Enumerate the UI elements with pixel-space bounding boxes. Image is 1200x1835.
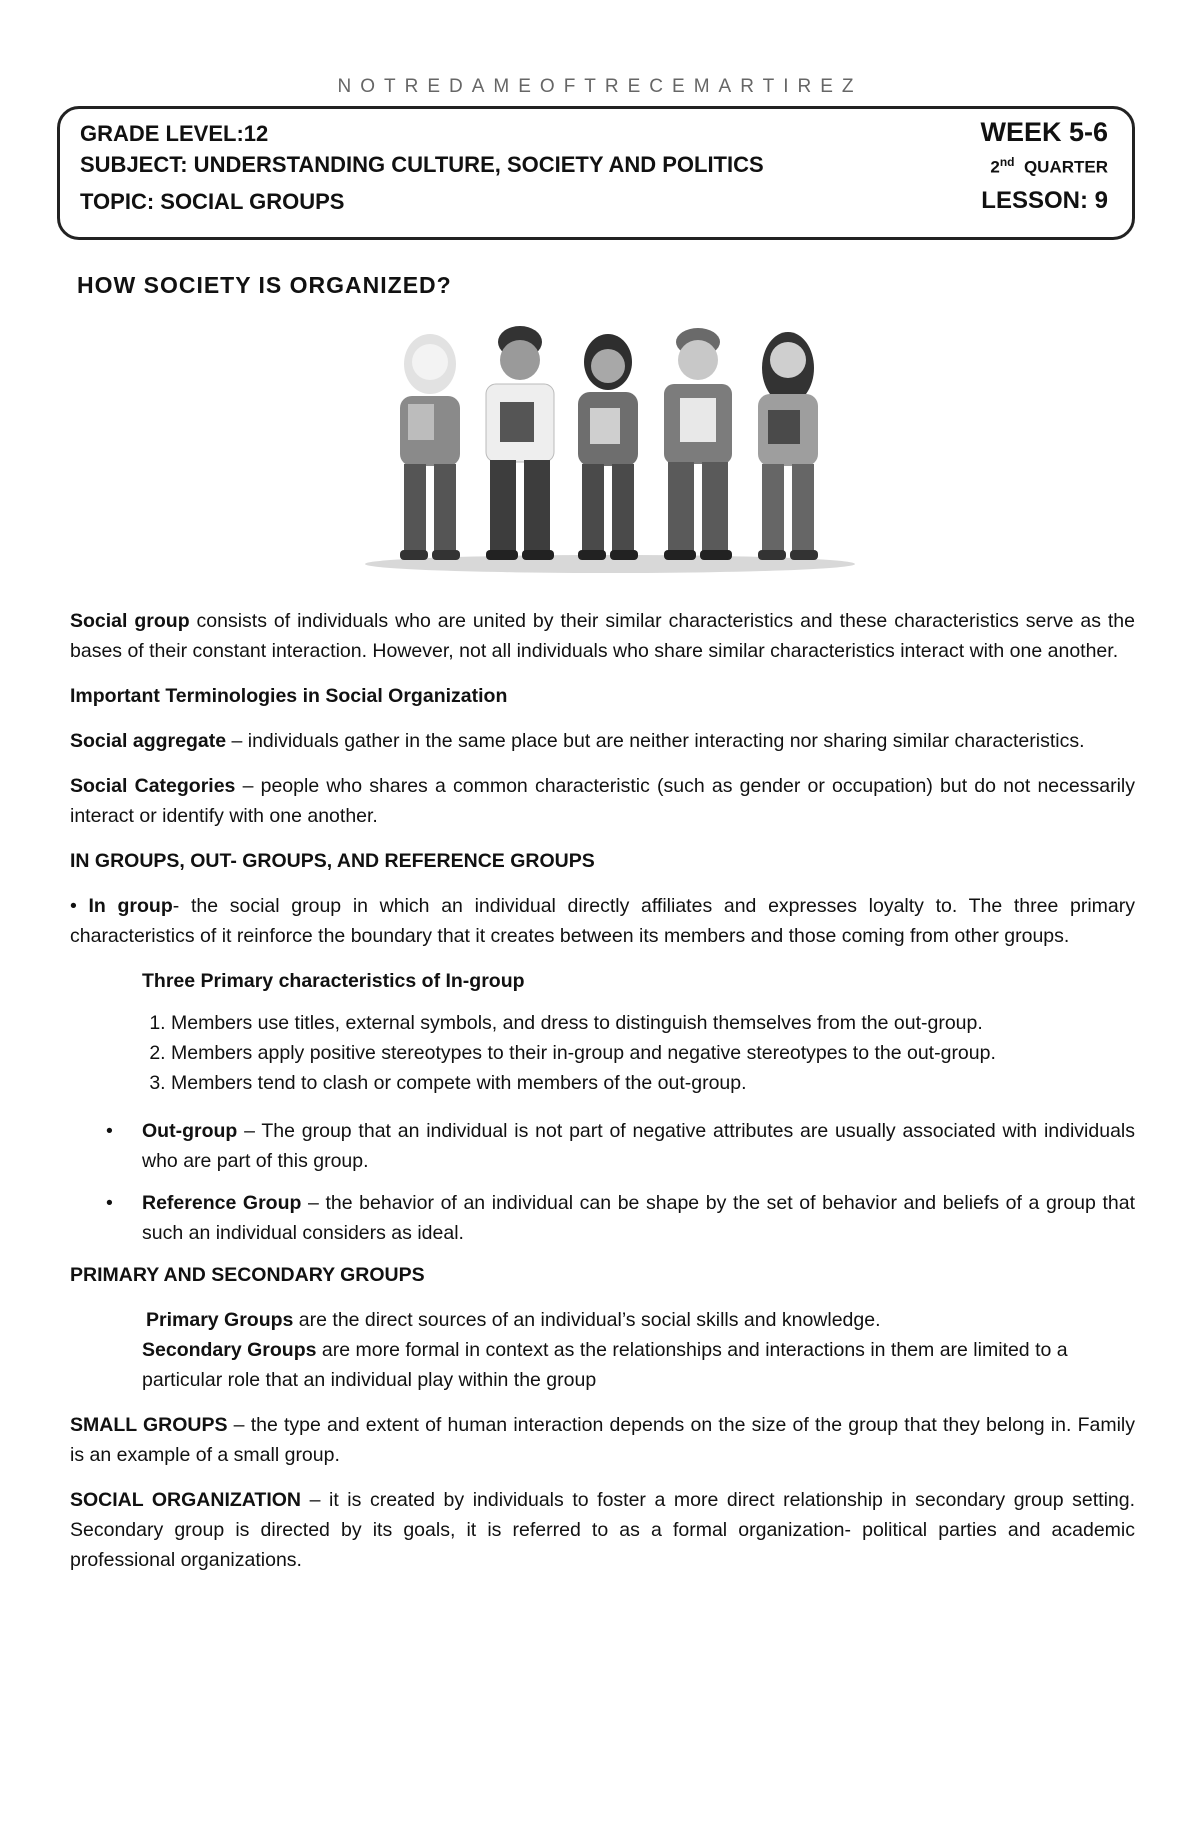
term-in-group: In group bbox=[88, 895, 173, 917]
social-categories-text: – people who shares a common characteristic (such as gender or occupation) but do not necessarily interact or identify with one another. bbox=[70, 775, 1135, 827]
out-group-text: – The group that an individual is not part of negative attributes are usually associated with individuals who are part of this group. bbox=[142, 1120, 1135, 1172]
term-social-organization: SOCIAL ORGANIZATION bbox=[70, 1489, 302, 1511]
primary-secondary-heading: PRIMARY AND SECONDARY GROUPS bbox=[70, 1264, 425, 1286]
term-primary-groups: Primary Groups bbox=[146, 1309, 294, 1331]
in-group-paragraph bbox=[70, 891, 1135, 951]
term-social-aggregate: Social aggregate bbox=[70, 730, 227, 752]
lesson-content bbox=[70, 606, 1135, 1590]
lesson-header-box bbox=[57, 106, 1135, 240]
term-social-group: Social group bbox=[70, 610, 190, 632]
term-social-categories: Social Categories bbox=[70, 775, 236, 797]
students-illustration bbox=[360, 318, 860, 578]
school-name: NOTREDAMEOFTRECEMARTIREZ bbox=[337, 76, 863, 97]
student-figure bbox=[664, 328, 732, 560]
groups-heading: IN GROUPS, OUT- GROUPS, AND REFERENCE GROUPS bbox=[70, 850, 595, 872]
reference-group-item bbox=[142, 1188, 1135, 1248]
reference-group-text: – the behavior of an individual can be shape by the set of behavior and beliefs of a group that such an individual considers as ideal. bbox=[142, 1192, 1135, 1244]
list-item: 3. Members tend to clash or compete with members of the out-group. bbox=[171, 1068, 1135, 1098]
out-group-item bbox=[142, 1116, 1135, 1176]
secondary-groups-paragraph bbox=[142, 1335, 1135, 1395]
quarter-suffix: nd bbox=[999, 155, 1015, 169]
social-organization-text: – it is created by individuals to foster a more direct relationship in secondary group setting. Secondary group is directed by its goals, it is referred to as a formal organization- political parties and academic professional organizations. bbox=[70, 1489, 1136, 1571]
student-figure bbox=[400, 334, 460, 560]
small-groups-paragraph bbox=[70, 1410, 1135, 1470]
grade-level: GRADE LEVEL:12 bbox=[80, 121, 269, 146]
student-figure bbox=[578, 334, 638, 560]
terminologies-heading: Important Terminologies in Social Organization bbox=[70, 685, 508, 707]
in-group-text: - the social group in which an individual directly affiliates and expresses loyalty to. The three primary characteristics of it reinforce the boundary that it creates between its members and those coming from other groups. bbox=[70, 895, 1136, 947]
in-group-characteristics-list bbox=[70, 1008, 1135, 1098]
social-categories-paragraph bbox=[70, 771, 1135, 831]
social-organization-paragraph bbox=[70, 1485, 1135, 1575]
topic: TOPIC: SOCIAL GROUPS bbox=[80, 189, 345, 214]
quarter-label: QUARTER bbox=[1023, 157, 1108, 177]
primary-groups-paragraph bbox=[142, 1305, 1135, 1335]
intro-paragraph bbox=[70, 606, 1135, 666]
secondary-groups-text: are more formal in context as the relationships and interactions in them are limited to a particular role that an individual play within the group bbox=[142, 1339, 1068, 1391]
list-item: 2. Members apply positive stereotypes to their in-group and negative stereotypes to the out-group. bbox=[171, 1038, 1135, 1068]
intro-text: consists of individuals who are united by their similar characteristics and these characteristics serve as the bases of their constant interaction. However, not all individuals who share similar characteristics interact with one another. bbox=[70, 610, 1135, 662]
term-out-group: Out-group bbox=[142, 1120, 238, 1142]
lesson-number: LESSON: 9 bbox=[981, 187, 1108, 214]
quarter-number: 2 bbox=[990, 157, 1000, 177]
term-reference-group: Reference Group bbox=[142, 1192, 302, 1214]
week: WEEK 5-6 bbox=[980, 117, 1108, 147]
in-group-bullet: • bbox=[70, 895, 89, 917]
page-title: HOW SOCIETY IS ORGANIZED? bbox=[77, 272, 452, 298]
quarter bbox=[990, 155, 1108, 178]
student-figure bbox=[758, 332, 818, 560]
student-figure bbox=[486, 326, 554, 560]
group-types-list bbox=[70, 1116, 1135, 1248]
small-groups-text: – the type and extent of human interaction depends on the size of the group that they belong in. Family is an example of a small group. bbox=[70, 1414, 1135, 1466]
term-secondary-groups: Secondary Groups bbox=[142, 1339, 317, 1361]
social-aggregate-paragraph bbox=[70, 726, 1135, 756]
social-aggregate-text: – individuals gather in the same place but are neither interacting nor sharing similar characteristics. bbox=[226, 730, 1085, 752]
primary-groups-text: are the direct sources of an individual’s social skills and knowledge. bbox=[293, 1309, 881, 1331]
list-item: 1. Members use titles, external symbols, and dress to distinguish themselves from the out-group. bbox=[171, 1008, 1135, 1038]
in-group-characteristics-heading: Three Primary characteristics of In-group bbox=[142, 970, 525, 992]
subject: SUBJECT: UNDERSTANDING CULTURE, SOCIETY AND POLITICS bbox=[80, 152, 764, 177]
term-small-groups: SMALL GROUPS bbox=[70, 1414, 228, 1436]
